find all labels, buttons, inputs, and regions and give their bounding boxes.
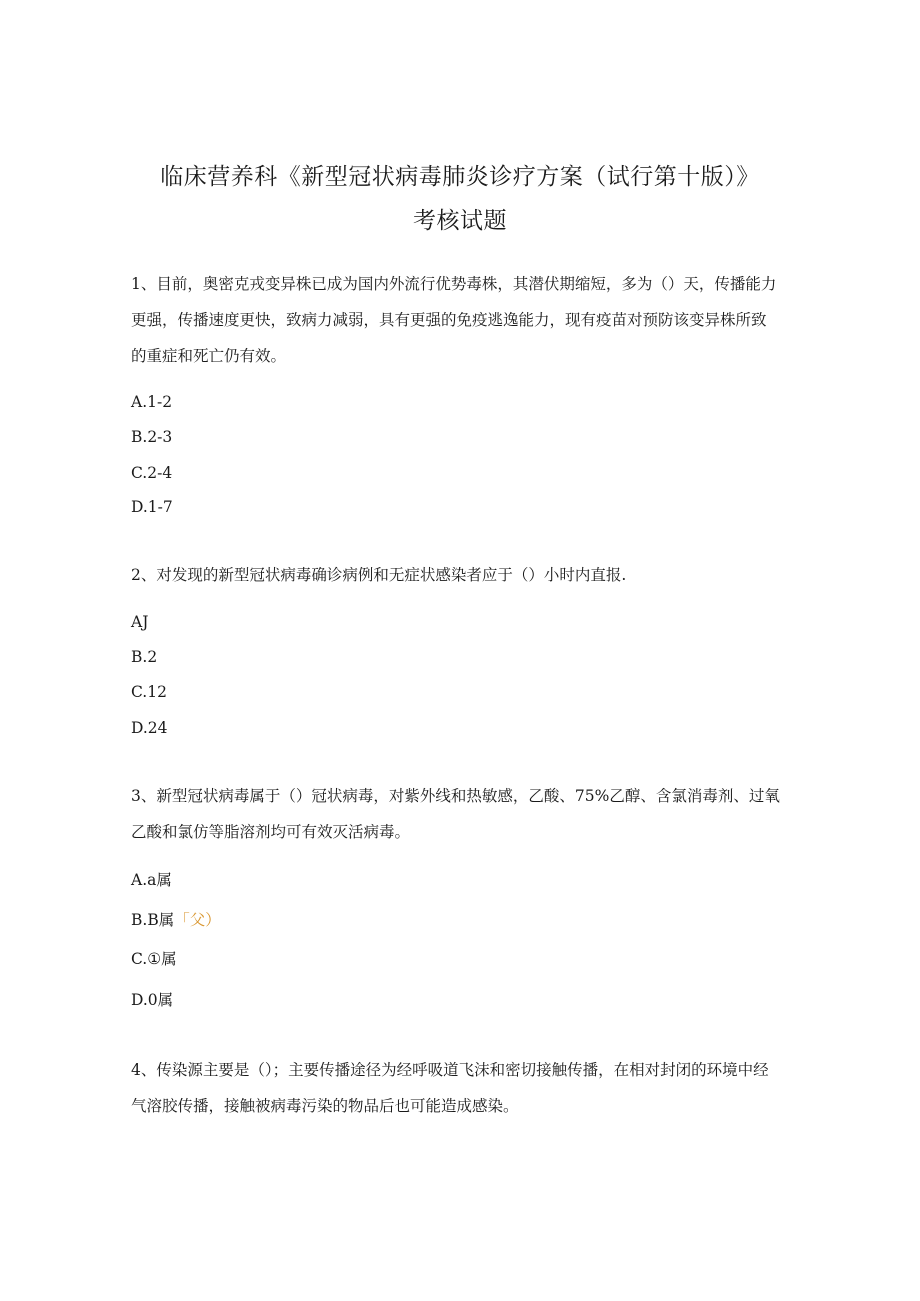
question-2-option-d: D.24 — [131, 719, 168, 737]
question-1-option-c: C.2-4 — [131, 464, 173, 482]
question-3-text: 3、新型冠状病毒属于（）冠状病毒，对紫外线和热敏感，乙酸、75%乙醇、含氯消毒剂、过氧乙酸和氯仿等脂溶剂均可有效灭活病毒。 — [131, 787, 780, 841]
question-1-option-b: B.2-3 — [131, 428, 173, 446]
handwritten-annotation: 「父） — [174, 911, 221, 929]
exam-subtitle: 考核试题 — [413, 208, 507, 234]
question-2-option-b: B.2 — [131, 648, 158, 666]
question-3-option-b — [131, 909, 221, 931]
question-1-text: 1、目前，奥密克戎变异株已成为国内外流行优势毒株，其潜伏期缩短，多为（）天，传播能力更强，传播速度更快，致病力减弱，具有更强的免疫逃逸能力，现有疫苗对预防该变异株所致的重症和死亡仍有效。 — [131, 275, 777, 365]
question-3-option-b-label: B.B属 — [131, 911, 175, 929]
exam-title: 临床营养科《新型冠状病毒肺炎诊疗方案（试行第十版）》 — [160, 164, 760, 190]
question-3-option-a: A.a属 — [131, 871, 172, 889]
question-2-option-a: AJ — [131, 613, 149, 631]
question-2-text: 2、对发现的新型冠状病毒确诊病例和无症状感染者应于（）小时内直报. — [131, 566, 627, 584]
question-2-option-c: C.12 — [131, 683, 167, 701]
question-3-option-d: D.0属 — [131, 991, 174, 1009]
question-4-text: 4、传染源主要是（）；主要传播途径为经呼吸道飞沫和密切接触传播，在相对封闭的环境中经气溶胶传播，接触被病毒污染的物品后也可能造成感染。 — [131, 1061, 769, 1115]
question-1-option-a: A.1-2 — [131, 393, 173, 411]
question-3-option-c: C.①属 — [131, 950, 177, 968]
question-1-option-d: D.1-7 — [131, 498, 173, 516]
